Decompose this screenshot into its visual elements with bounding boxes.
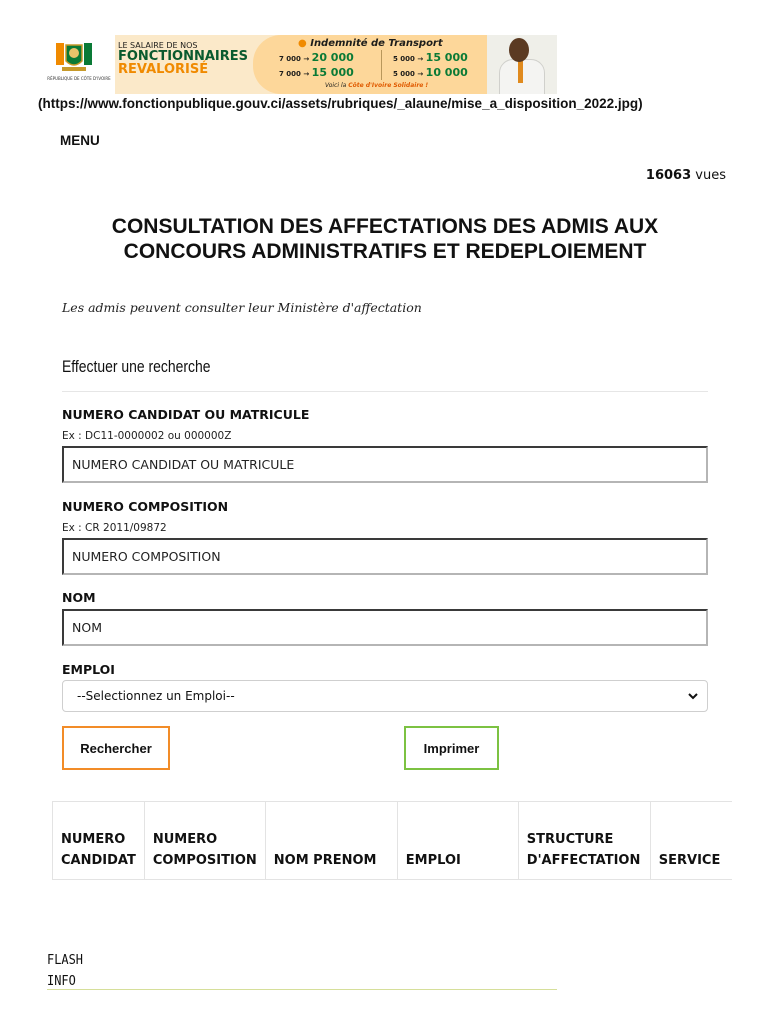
search-button[interactable]: Rechercher <box>62 726 170 770</box>
flash-info-line-2: INFO <box>47 974 76 989</box>
banner-amount-4: 5 000 → 10 000 <box>393 66 468 79</box>
column-header-emploi: EMPLOI <box>397 802 518 880</box>
view-count: 16063 <box>645 168 692 183</box>
photo-head <box>509 38 529 62</box>
page-title: CONSULTATION DES AFFECTATIONS DES ADMIS AUX CONCOURS ADMINISTRATIFS ET REDEPLOIEMENT <box>111 215 659 263</box>
banner-person-photo <box>487 35 557 94</box>
composition-number-hint: Ex : CR 2011/09872 <box>62 522 167 534</box>
banner-divider <box>381 50 382 80</box>
banner-amount-1: 7 000 → 20 000 <box>279 51 354 64</box>
intro-text: Les admis peuvent consulter leur Ministère d'affectation <box>62 300 422 315</box>
column-header-structure: STRUCTURE D'AFFECTATION <box>518 802 650 880</box>
composition-number-input[interactable] <box>62 538 708 575</box>
banner-title <box>118 41 268 76</box>
flash-info-heading <box>47 950 83 992</box>
search-heading: Effectuer une recherche <box>62 357 211 376</box>
results-table <box>52 801 732 880</box>
name-input[interactable] <box>62 609 708 646</box>
banner-logo-caption: RÉPUBLIQUE DE CÔTE D'IVOIRE <box>47 76 111 81</box>
emploi-selected-value: --Selectionnez un Emploi-- <box>77 689 235 703</box>
banner-amount-3: 7 000 → 15 000 <box>279 66 354 79</box>
banner-headline: ● Indemnité de Transport <box>298 38 443 49</box>
column-header-name: NOM PRENOM <box>265 802 397 880</box>
promo-banner-image <box>40 35 557 94</box>
composition-number-label: NUMERO COMPOSITION <box>62 499 229 514</box>
flash-info-underline <box>47 989 557 990</box>
menu-button[interactable]: MENU <box>60 133 100 148</box>
bullet-icon: ● <box>298 38 307 49</box>
banner-title-small: LE SALAIRE DE NOS <box>118 41 198 50</box>
column-header-composition-number: NUMERO COMPOSITION <box>144 802 265 880</box>
candidate-number-input[interactable] <box>62 446 708 483</box>
view-suffix: vues <box>695 168 726 183</box>
print-button[interactable]: Imprimer <box>404 726 499 770</box>
emploi-label: EMPLOI <box>62 662 115 677</box>
candidate-number-hint: Ex : DC11-0000002 ou 000000Z <box>62 430 232 442</box>
column-header-service: SERVICE <box>650 802 732 880</box>
banner-title-line1: FONCTIONNAIRES <box>118 49 249 64</box>
flash-info-line-1: FLASH <box>47 953 84 968</box>
banner-amount-2: 5 000 → 15 000 <box>393 51 468 64</box>
banner-footer: Voici la Côte d'Ivoire Solidaire ! <box>325 82 429 89</box>
table-header-row <box>53 802 733 880</box>
coat-of-arms-icon <box>54 39 94 75</box>
column-header-candidate-number: NUMERO CANDIDAT <box>53 802 145 880</box>
candidate-number-label: NUMERO CANDIDAT OU MATRICULE <box>62 407 310 422</box>
banner-allowance-panel <box>253 35 507 94</box>
view-counter <box>646 168 726 183</box>
emploi-select[interactable] <box>62 680 708 712</box>
section-divider <box>62 391 708 392</box>
name-label: NOM <box>62 590 96 605</box>
banner-title-line2: REVALORISÉ <box>118 62 209 77</box>
chevron-down-icon <box>687 690 699 702</box>
image-url-caption[interactable]: (https://www.fonctionpublique.gouv.ci/assets/rubriques/_alaune/mise_a_disposition_2022.jpg) <box>38 96 643 111</box>
banner-emblem-area <box>40 35 115 94</box>
photo-tie <box>518 61 523 83</box>
